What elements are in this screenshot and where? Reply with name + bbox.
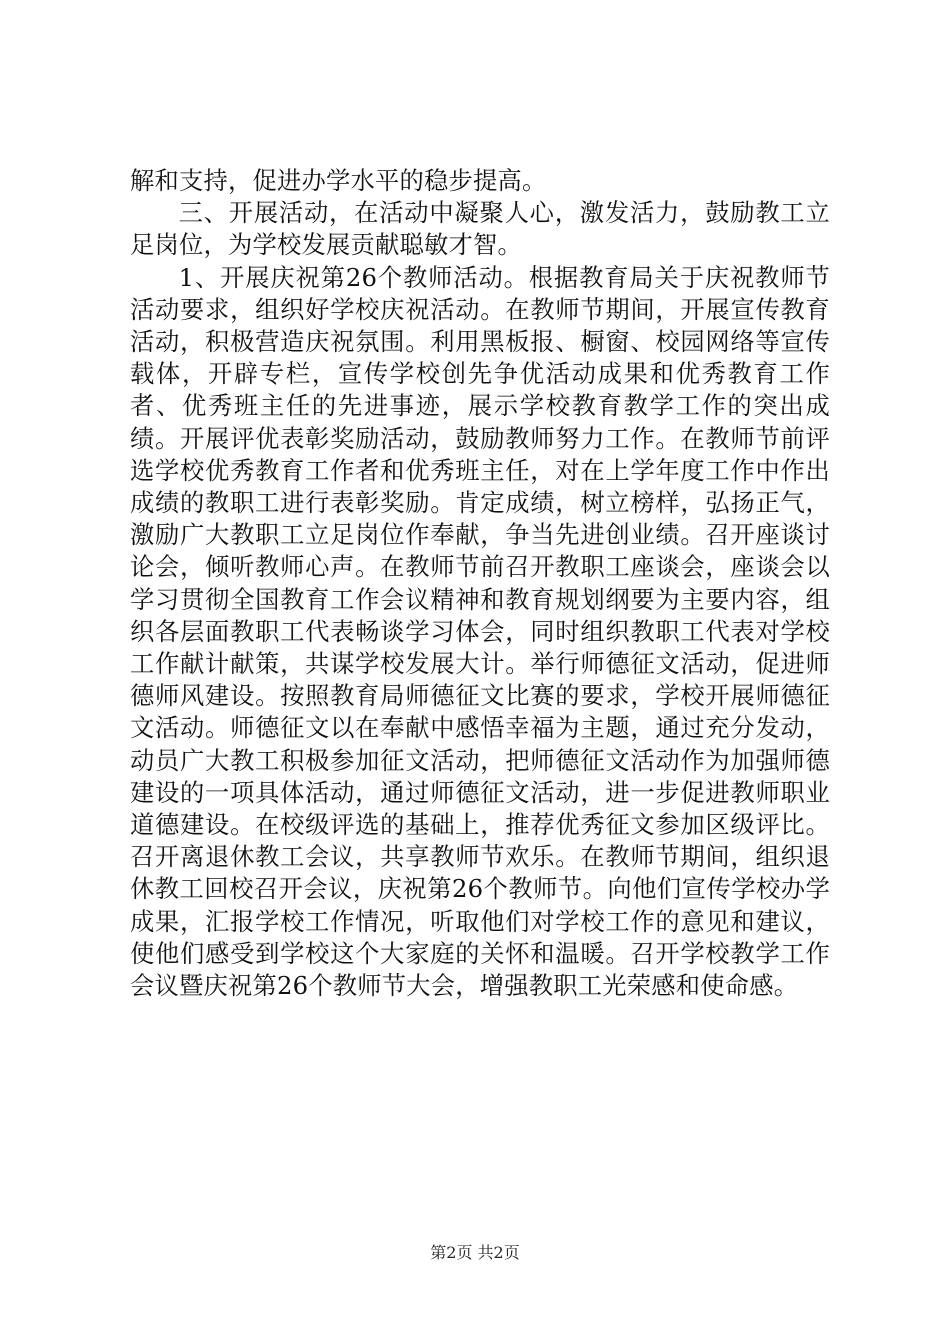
paragraph-continuation: 解和支持，促进办学水平的稳步提高。 [130,166,547,195]
paragraph-item-one: 1、开展庆祝第26个教师活动。根据教育局关于庆祝教师节活动要求，组织好学校庆祝活动。在教师节期间，开展宣传教育活动，积极营造庆祝氛围。利用黑板报、橱窗、校园网络等宣传载体，开辟专栏，宣传学校创先争优活动成果和优秀教育工作者、优秀班主任的先进事迹，展示学校教育教学工作的突出成绩。开展评优表彰奖励活动，鼓励教师努力工作。在教师节前评选学校优秀教育工作者和优秀班主任，对在上学年度工作中作出成绩的教职工进行表彰奖励。肯定成绩，树立榜样，弘扬正气，激励广大教职工立足岗位作奉献，争当先进创业绩。召开座谈讨论会，倾听教师心声。在教师节前召开教职工座谈会，座谈会以学习贯彻全国教育工作会议精神和教育规划纲要为主要内容，组织各层面教职工代表畅谈学习体会，同时组织教职工代表对学校工作献计献策，共谋学校发展大计。举行师德征文活动，促进师德师风建设。按照教育局师德征文比赛的要求，学校开展师德征文活动。师德征文以在奉献中感悟幸福为主题，通过充分发动，动员广大教工积极参加征文活动，把师德征文活动作为加强师德建设的一项具体活动，通过师德征文活动，进一步促进教师职业道德建设。在校级评选的基础上，推荐优秀征文参加区级评比。召开离退休教工会议，共享教师节欢乐。在教师节期间，组织退休教工回校召开会议，庆祝第26个教师节。向他们宣传学校办学成果，汇报学校工作情况，听取他们对学校工作的意见和建议，使他们感受到学校这个大家庭的关怀和温暖。召开学校教学工作会议暨庆祝第26个教师节大会，增强教职工光荣感和使命感。 [130,262,830,1001]
paragraph-section-three: 三、开展活动，在活动中凝聚人心，激发活力，鼓励教工立足岗位，为学校发展贡献聪敏才智。 [130,198,830,260]
page-number-footer: 第2页 共2页 [430,1243,520,1262]
document-body [130,165,830,1002]
